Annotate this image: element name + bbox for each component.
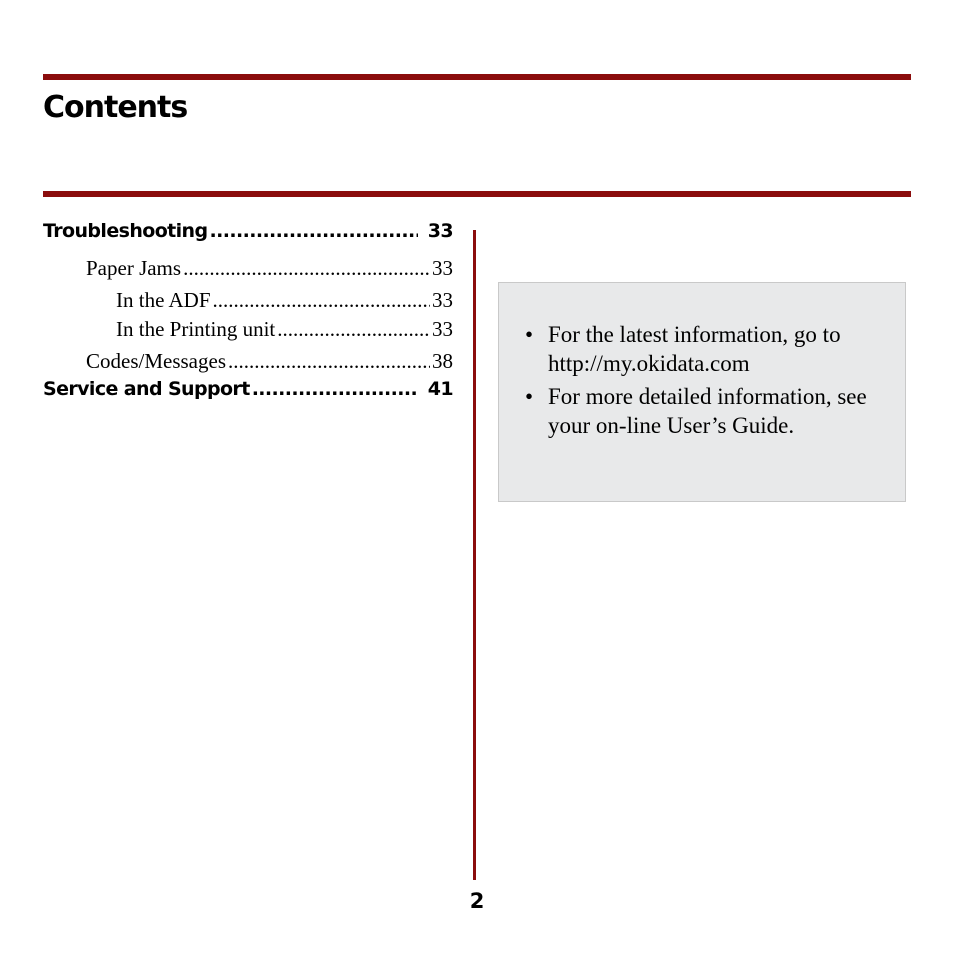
- toc-entry-codes-messages[interactable]: [86, 349, 453, 374]
- toc-leader-dots: [252, 378, 418, 400]
- toc-entry-page: 41: [427, 378, 453, 400]
- toc-entry-label: In the Printing unit: [116, 317, 276, 341]
- toc-entry-page: 33: [427, 220, 453, 242]
- toc-entry-paper-jams[interactable]: [86, 256, 453, 281]
- top-rule: [43, 74, 911, 80]
- toc-entry-label: Troubleshooting: [43, 220, 208, 242]
- column-divider: [473, 230, 476, 880]
- section-rule: [43, 191, 911, 197]
- toc-leader-dots: [228, 349, 430, 374]
- toc-entry-page: 33: [432, 256, 453, 280]
- bullet-icon: •: [525, 322, 534, 347]
- toc-entry-label: Paper Jams: [86, 256, 182, 280]
- info-item-text: For the latest information, go to http://my.okidata.com: [548, 322, 841, 376]
- toc-leader-dots: [213, 288, 431, 313]
- toc-entry-label: Service and Support: [43, 378, 250, 400]
- info-list: [525, 320, 895, 444]
- toc-entry-label: In the ADF: [116, 288, 211, 312]
- info-item: [525, 320, 895, 378]
- toc-entry-in-the-adf[interactable]: [116, 288, 453, 313]
- info-item: [525, 382, 895, 440]
- toc-entry-service-and-support[interactable]: [43, 378, 453, 400]
- toc-entry-page: 33: [432, 317, 453, 341]
- toc-leader-dots: [210, 220, 418, 242]
- toc-entry-in-the-printing-unit[interactable]: [116, 317, 453, 342]
- bullet-icon: •: [525, 384, 534, 409]
- toc-entry-page: 38: [432, 349, 453, 373]
- info-box: [498, 282, 906, 502]
- toc-leader-dots: [183, 256, 430, 281]
- toc-entry-page: 33: [432, 288, 453, 312]
- page-title: Contents: [43, 90, 188, 125]
- toc-entry-troubleshooting[interactable]: [43, 220, 453, 242]
- page-number: 2: [469, 889, 485, 913]
- toc-entry-label: Codes/Messages: [86, 349, 226, 373]
- info-item-text: For more detailed information, see your on-line User’s Guide.: [548, 384, 867, 438]
- toc-leader-dots: [277, 317, 430, 342]
